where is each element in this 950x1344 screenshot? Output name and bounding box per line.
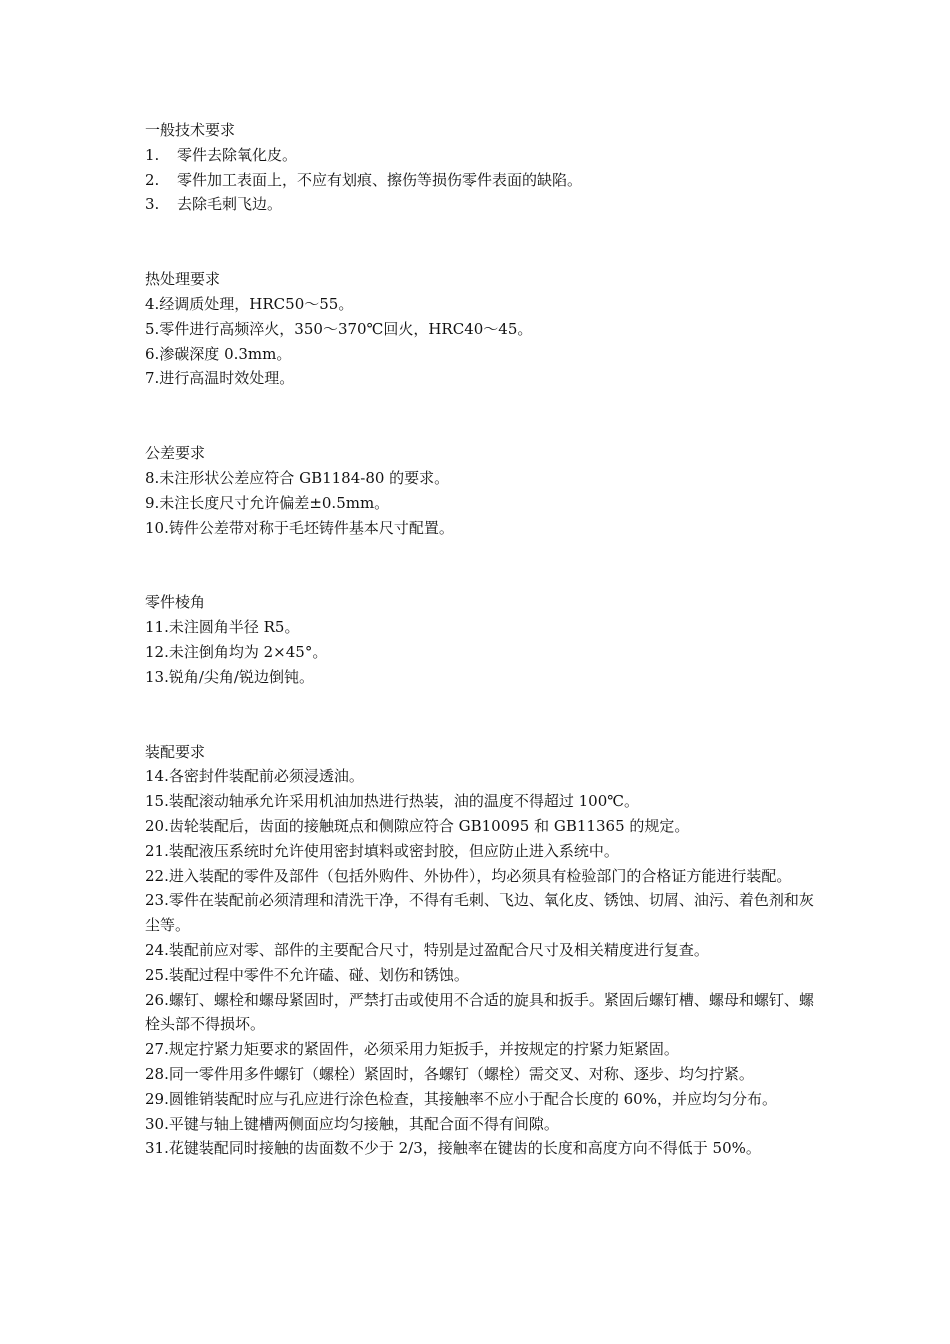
item-text: 零件加工表面上，不应有划痕、擦伤等损伤零件表面的缺陷。 [177,170,583,189]
list-item: 6.渗碳深度 0.3mm。 [145,344,292,363]
section-heading: 一般技术要求 [145,121,236,139]
item-list [145,143,825,217]
list-item: 15.装配滚动轴承允许采用机油加热进行热装，油的温度不得超过 100℃。 [145,792,640,811]
list-item [145,143,825,168]
item-list [145,466,825,540]
section-tolerance [145,441,825,540]
list-item: 22.进入装配的零件及部件（包括外购件、外协件），均必须具有检验部门的合格证方能进行装配。 [145,866,792,885]
list-item: 29.圆锥销装配时应与孔应进行涂色检查，其接触率不应小于配合长度的 60%，并应均匀分布。 [145,1089,777,1108]
list-item: 10.铸件公差带对称于毛坯铸件基本尺寸配置。 [145,518,454,537]
item-number: 3. [145,195,160,214]
document-page [145,118,825,1161]
list-item: 9.未注长度尺寸允许偏差±0.5mm。 [145,493,390,512]
section-heading: 公差要求 [145,444,206,463]
item-list [145,292,825,391]
item-list [145,615,825,689]
list-item: 24.装配前应对零、部件的主要配合尺寸，特别是过盈配合尺寸及相关精度进行复查。 [145,940,709,959]
list-item: 25.装配过程中零件不允许磕、碰、划伤和锈蚀。 [145,965,469,984]
list-item: 8.未注形状公差应符合 GB1184-80 的要求。 [145,468,450,487]
item-number: 1. [145,145,160,164]
list-item: 7.进行高温时效处理。 [145,369,295,388]
list-item: 23.零件在装配前必须清理和清洗干净，不得有毛刺、飞边、氧化皮、锈蚀、切屑、油污、着色剂和灰尘等。 [145,891,814,935]
list-item: 21.装配液压系统时允许使用密封填料或密封胶，但应防止进入系统中。 [145,841,619,860]
list-item: 27.规定拧紧力矩要求的紧固件，必须采用力矩扳手，并按规定的拧紧力矩紧固。 [145,1040,679,1059]
section-general [145,118,825,217]
section-heat-treatment [145,267,825,391]
list-item: 26.螺钉、螺栓和螺母紧固时，严禁打击或使用不合适的旋具和扳手。紧固后螺钉槽、螺母和螺钉、螺栓头部不得损坏。 [145,990,814,1034]
item-text: 零件去除氧化皮。 [177,145,298,164]
list-item: 13.锐角/尖角/锐边倒钝。 [145,667,314,686]
section-edges [145,590,825,689]
list-item: 14.各密封件装配前必须浸透油。 [145,767,364,786]
list-item: 30.平键与轴上键槽两侧面应均匀接触，其配合面不得有间隙。 [145,1114,559,1133]
section-heading: 零件棱角 [145,593,206,612]
list-item: 20.齿轮装配后，齿面的接触斑点和侧隙应符合 GB10095 和 GB11365 的规定。 [145,816,690,835]
item-text: 去除毛刺飞边。 [177,195,283,214]
list-item [145,168,825,193]
list-item: 5.零件进行高频淬火，350～370℃回火，HRC40～45。 [145,319,533,338]
section-heading: 热处理要求 [145,270,221,289]
section-heading: 装配要求 [145,742,206,761]
list-item: 11.未注圆角半径 R5。 [145,618,300,637]
section-assembly [145,740,825,1162]
list-item [145,192,825,217]
list-item: 31.花键装配同时接触的齿面数不少于 2/3，接触率在键齿的长度和高度方向不得低于 50%。 [145,1139,761,1158]
list-item: 28.同一零件用多件螺钉（螺栓）紧固时，各螺钉（螺栓）需交叉、对称、逐步、均匀拧紧。 [145,1064,754,1083]
item-number: 2. [145,170,160,189]
list-item: 12.未注倒角均为 2×45°。 [145,642,328,661]
item-list [145,764,825,1161]
list-item: 4.经调质处理，HRC50～55。 [145,294,354,313]
